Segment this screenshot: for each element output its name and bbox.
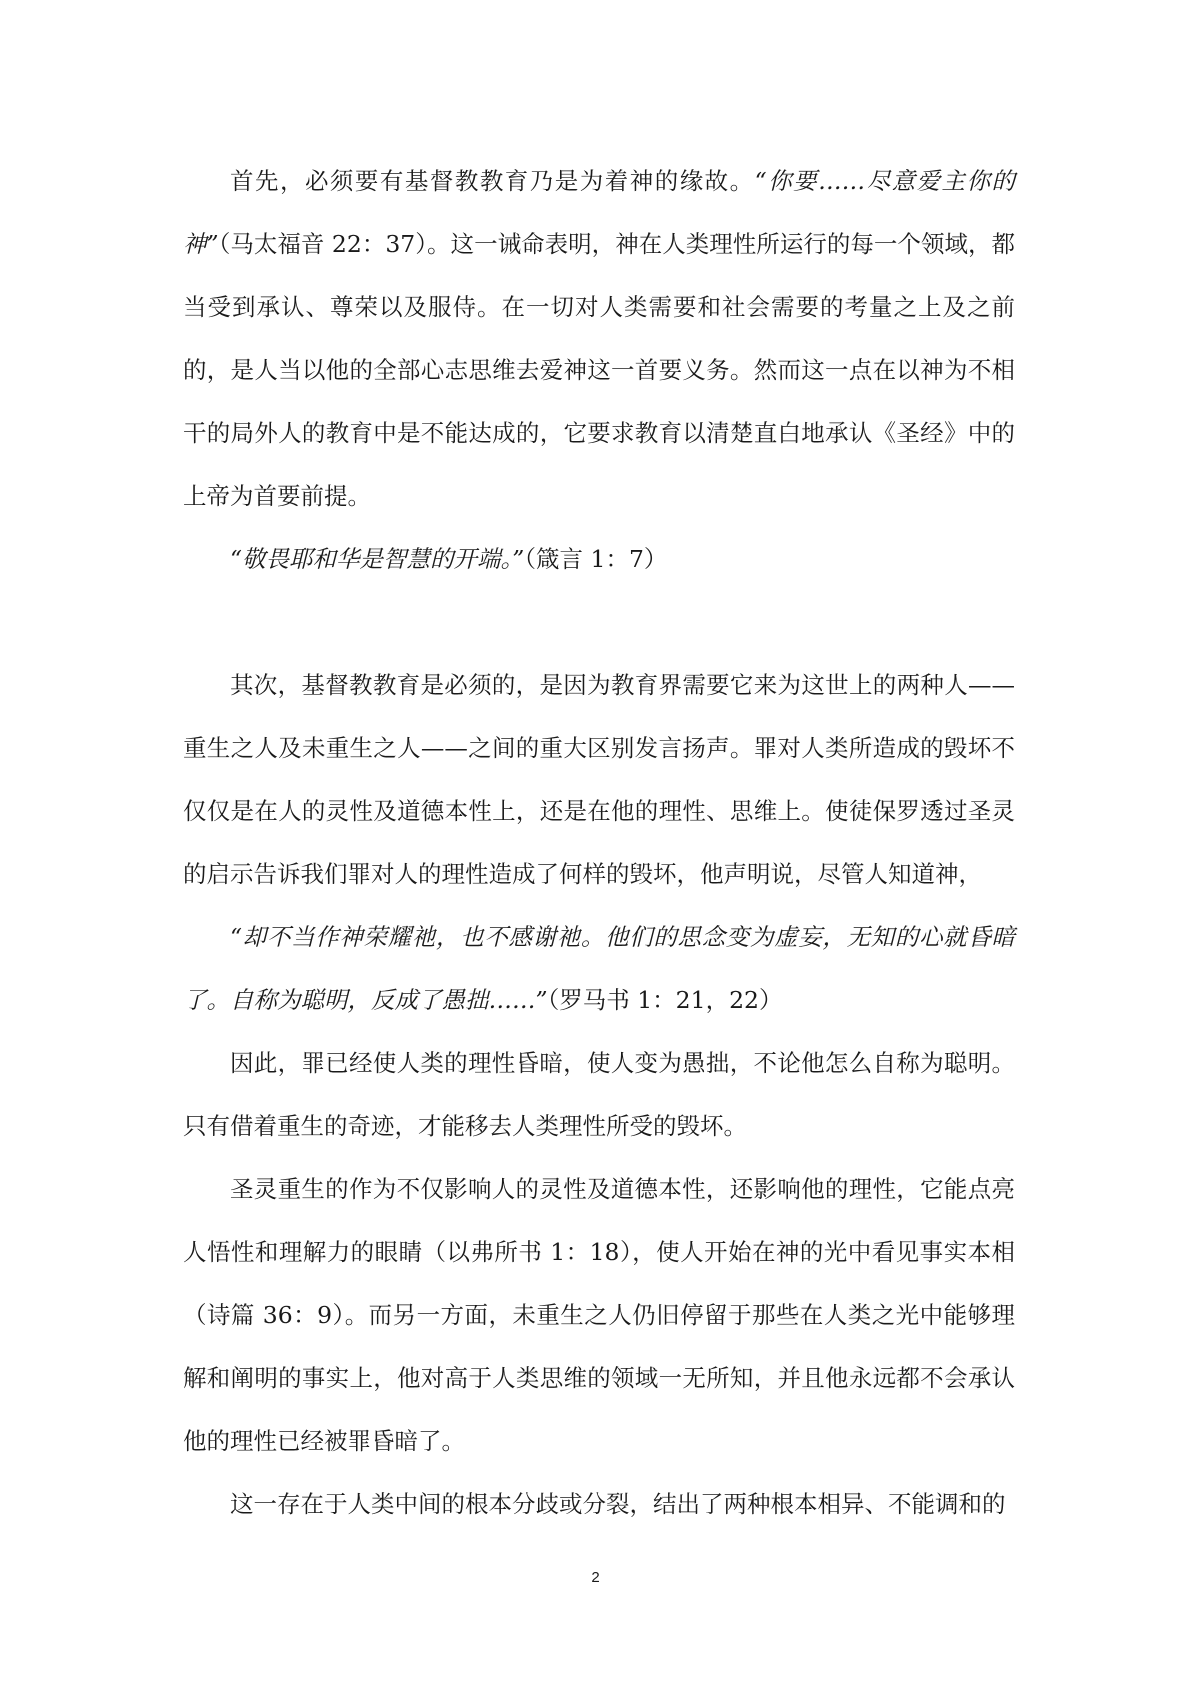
paragraph-6-text: 圣灵重生的作为不仅影响人的灵性及道德本性，还影响他的理性，它能点亮人悟性和理解力的眼睛（以弗所书 1：18），使人开始在神的光中看见事实本相（诗篇 36：9）。而另一方面，未重生之人仍旧停留于那些在人类之光中能够理解和阐明的事实上，他对高于人类思维的领域一无所知，并且他永远都不会承认他的理性已经被罪昏暗了。 xyxy=(183,1175,1015,1455)
paragraph-2-quote: “敬畏耶和华是智慧的开端。” xyxy=(230,545,525,573)
paragraph-4-quote: “却不当作神荣耀祂，也不感谢祂。他们的思念变为虚妄，无知的心就昏暗了。自称为聪明，反成了愚拙……” xyxy=(183,923,1015,1014)
paragraph-7 xyxy=(183,1473,1015,1536)
page-number: 2 xyxy=(591,1569,600,1586)
paragraph-2-citation: （箴言 1：7） xyxy=(524,545,668,573)
paragraph-7-text: 这一存在于人类中间的根本分歧或分裂，结出了两种根本相异、不能调和的 xyxy=(230,1490,1006,1518)
paragraph-5-text: 因此，罪已经使人类的理性昏暗，使人变为愚拙，不论他怎么自称为聪明。只有借着重生的奇迹，才能移去人类理性所受的毁坏。 xyxy=(183,1049,1015,1140)
paragraph-2 xyxy=(183,528,1015,591)
body-text xyxy=(183,150,1015,1536)
paragraph-1-text: 首先，必须要有基督教教育乃是为着神的缘故。 xyxy=(230,167,755,195)
paragraph-5 xyxy=(183,1032,1015,1158)
paragraph-6 xyxy=(183,1158,1015,1473)
paragraph-3 xyxy=(183,654,1015,906)
paragraph-1 xyxy=(183,150,1015,528)
paragraph-4 xyxy=(183,906,1015,1032)
paragraph-1-quote: “你要……尽意爱主你的神” xyxy=(183,167,1015,258)
paragraph-4-citation: （罗马书 1：21，22） xyxy=(547,986,783,1014)
paragraph-1-tail: （马太福音 22：37）。这一诫命表明，神在人类理性所运行的每一个领域，都当受到承认、尊荣以及服侍。在一切对人类需要和社会需要的考量之上及之前的，是人当以他的全部心志思维去爱神这一首要义务。然而这一点在以神为不相干的局外人的教育中是不能达成的，它要求教育以清楚直白地承认《圣经》中的上帝为首要前提。 xyxy=(183,230,1016,510)
paragraph-3-text: 其次，基督教教育是必须的，是因为教育界需要它来为这世上的两种人——重生之人及未重生之人——之间的重大区别发言扬声。罪对人类所造成的毁坏不仅仅是在人的灵性及道德本性上，还是在他的理性、思维上。使徒保罗透过圣灵的启示告诉我们罪对人的理性造成了何样的毁坏，他声明说，尽管人知道神， xyxy=(183,671,1015,888)
